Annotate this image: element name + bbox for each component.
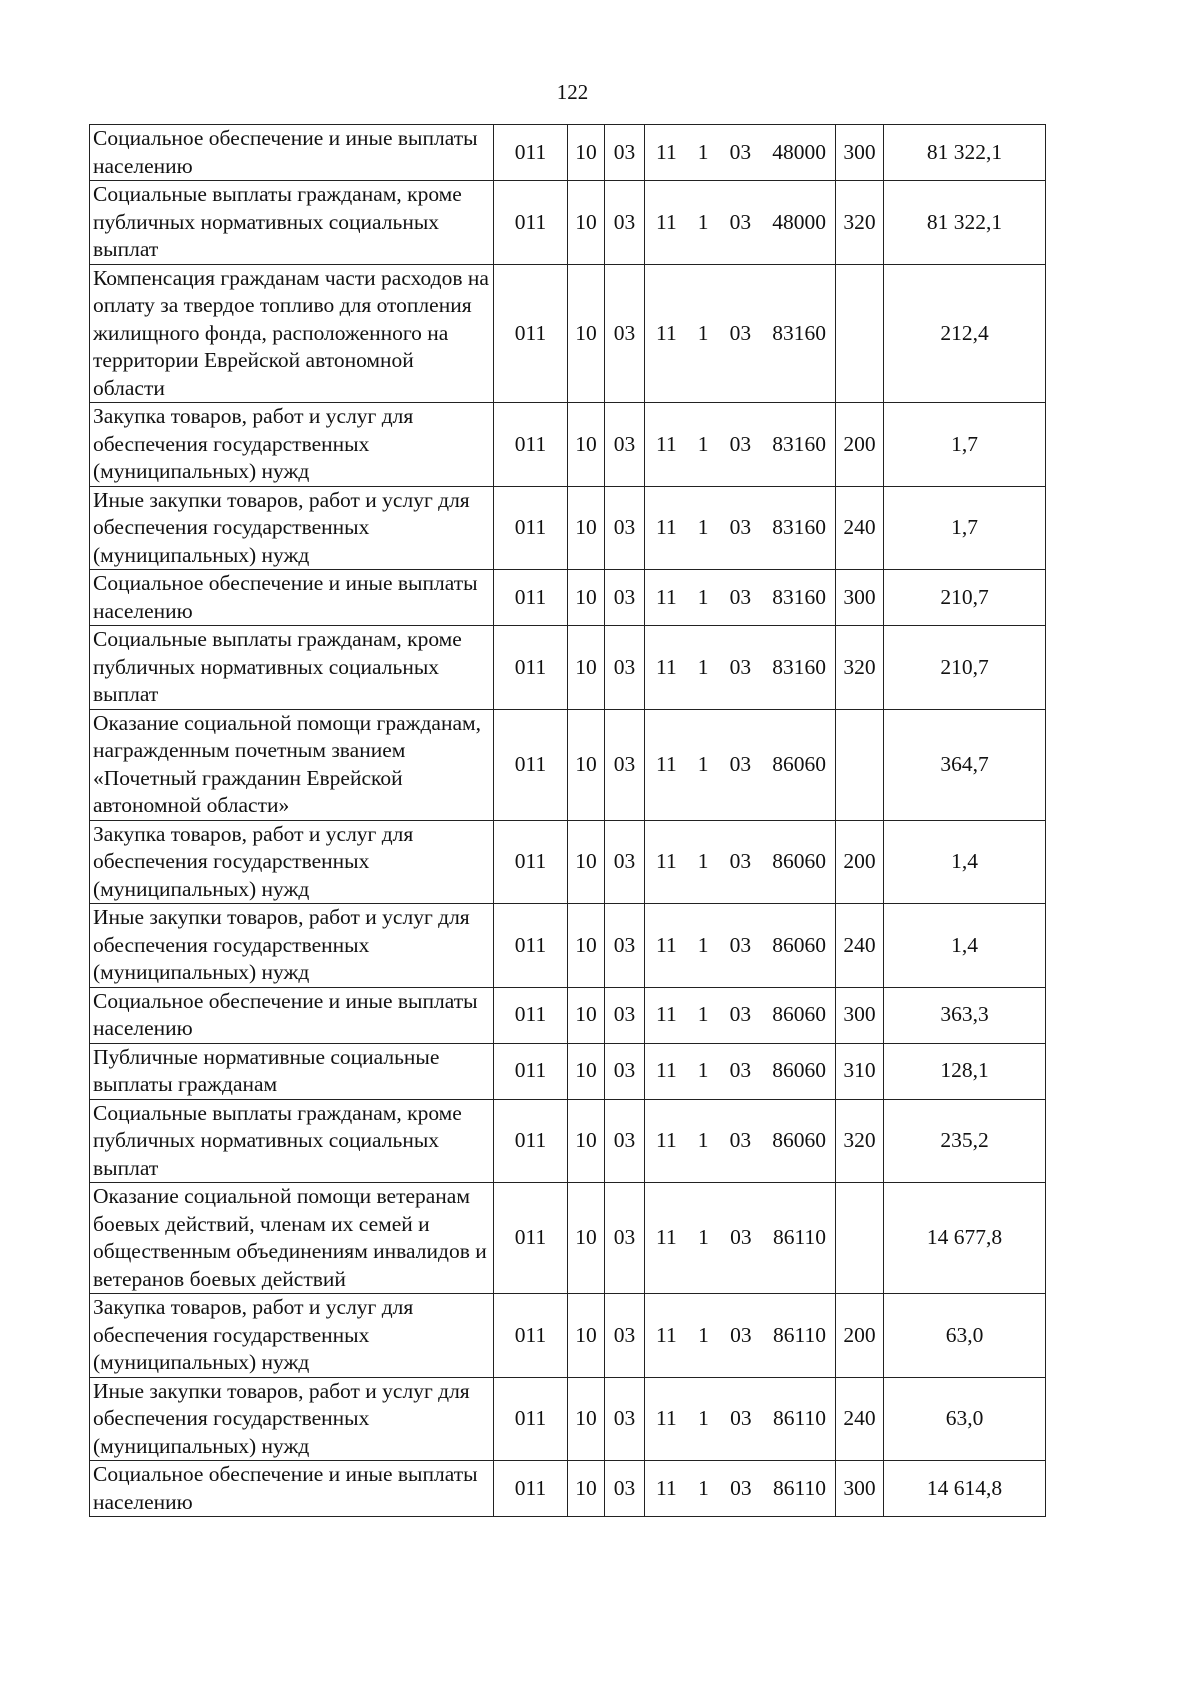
article-subprogram-code: 1 [697, 1128, 709, 1152]
article-program-code: 11 [656, 849, 677, 873]
article-direction-code: 83160 [772, 320, 826, 345]
expense-type-cell [836, 1183, 884, 1294]
row-name-cell: Социальные выплаты гражданам, кроме публичных нормативных социальных выплат [90, 626, 494, 710]
target-article-cell [645, 1294, 836, 1378]
article-direction-code: 86060 [772, 932, 826, 957]
expense-type-cell: 240 [836, 904, 884, 988]
article-direction-code: 86060 [772, 1002, 826, 1027]
gr-code-cell: 011 [494, 264, 568, 403]
target-article-cell [645, 125, 836, 181]
article-subprogram-code: 1 [697, 751, 709, 776]
article-direction-code: 48000 [772, 139, 826, 164]
article-direction-code: 86060 [772, 1128, 826, 1152]
article-program-code: 11 [656, 932, 677, 957]
article-event-code: 03 [729, 751, 752, 776]
gr-code-cell: 011 [494, 486, 568, 570]
amount-cell: 210,7 [884, 626, 1046, 710]
expense-type-cell: 300 [836, 125, 884, 181]
gr-code-cell: 011 [494, 1183, 568, 1294]
subsection-code-cell: 03 [605, 709, 645, 820]
gr-code-cell: 011 [494, 1099, 568, 1183]
section-code-cell: 10 [568, 486, 605, 570]
expense-type-cell: 240 [836, 486, 884, 570]
target-article-cell [645, 1043, 836, 1099]
expense-type-cell: 240 [836, 1377, 884, 1461]
article-event-code: 03 [729, 1058, 752, 1083]
row-name-cell: Социальное обеспечение и иные выплаты населению [90, 125, 494, 181]
subsection-code-cell: 03 [605, 264, 645, 403]
article-event-code: 03 [729, 932, 752, 957]
row-name-cell: Публичные нормативные социальные выплаты гражданам [90, 1043, 494, 1099]
amount-cell: 212,4 [884, 264, 1046, 403]
expense-type-cell: 320 [836, 626, 884, 710]
article-event-code: 03 [729, 209, 752, 234]
section-code-cell: 10 [568, 1183, 605, 1294]
amount-cell: 63,0 [884, 1377, 1046, 1461]
subsection-code-cell: 03 [605, 1294, 645, 1378]
expense-type-cell: 300 [836, 570, 884, 626]
target-article-cell [645, 904, 836, 988]
section-code-cell: 10 [568, 904, 605, 988]
table-row [90, 987, 1046, 1043]
section-code-cell: 10 [568, 1099, 605, 1183]
article-subprogram-code: 1 [698, 1225, 709, 1250]
table-row [90, 181, 1046, 265]
article-event-code: 03 [729, 1128, 752, 1152]
gr-code-cell: 011 [494, 820, 568, 904]
section-code-cell: 10 [568, 1294, 605, 1378]
section-code-cell: 10 [568, 570, 605, 626]
article-program-code: 11 [656, 1322, 677, 1347]
gr-code-cell: 011 [494, 181, 568, 265]
article-program-code: 11 [656, 320, 677, 345]
expense-type-cell: 300 [836, 1461, 884, 1517]
amount-cell: 128,1 [884, 1043, 1046, 1099]
article-program-code: 11 [656, 654, 677, 679]
article-program-code: 11 [656, 1002, 677, 1027]
row-name-cell: Иные закупки товаров, работ и услуг для обеспечения государственных (муниципальных) нужд [90, 1377, 494, 1461]
section-code-cell: 10 [568, 626, 605, 710]
subsection-code-cell: 03 [605, 626, 645, 710]
article-subprogram-code: 1 [697, 320, 709, 345]
amount-cell: 14 677,8 [884, 1183, 1046, 1294]
article-direction-code: 83160 [772, 654, 826, 679]
table-row [90, 709, 1046, 820]
amount-cell: 1,4 [884, 820, 1046, 904]
article-subprogram-code: 1 [698, 1322, 709, 1347]
row-name-cell: Оказание социальной помощи ветеранам боевых действий, членам их семей и общественным объединениям инвалидов и ветеранов боевых действий [90, 1183, 494, 1294]
target-article-cell [645, 626, 836, 710]
expense-type-cell: 310 [836, 1043, 884, 1099]
page-number: 122 [556, 80, 589, 104]
article-direction-code: 83160 [772, 584, 826, 609]
budget-table [89, 124, 1046, 1517]
gr-code-cell: 011 [494, 1294, 568, 1378]
subsection-code-cell: 03 [605, 904, 645, 988]
article-program-code: 11 [656, 1058, 677, 1083]
row-name-cell: Закупка товаров, работ и услуг для обеспечения государственных (муниципальных) нужд [90, 403, 494, 487]
article-event-code: 03 [730, 1475, 752, 1500]
amount-cell: 1,7 [884, 486, 1046, 570]
article-subprogram-code: 1 [697, 515, 709, 539]
article-event-code: 03 [729, 320, 752, 345]
table-row [90, 904, 1046, 988]
section-code-cell: 10 [568, 709, 605, 820]
article-program-code: 11 [656, 751, 677, 776]
table-row [90, 1183, 1046, 1294]
article-subprogram-code: 1 [698, 1475, 709, 1500]
section-code-cell: 10 [568, 125, 605, 181]
table-row [90, 820, 1046, 904]
section-code-cell: 10 [568, 820, 605, 904]
table-row [90, 403, 1046, 487]
row-name-cell: Закупка товаров, работ и услуг для обеспечения государственных (муниципальных) нужд [90, 820, 494, 904]
target-article-cell [645, 1099, 836, 1183]
target-article-cell [645, 987, 836, 1043]
subsection-code-cell: 03 [605, 181, 645, 265]
gr-code-cell: 011 [494, 709, 568, 820]
amount-cell: 1,4 [884, 904, 1046, 988]
row-name-cell: Оказание социальной помощи гражданам, награжденным почетным званием «Почетный гражданин Еврейской автономной области» [90, 709, 494, 820]
target-article-cell [645, 403, 836, 487]
section-code-cell: 10 [568, 1461, 605, 1517]
article-event-code: 03 [730, 1225, 752, 1250]
article-subprogram-code: 1 [697, 1002, 709, 1027]
section-code-cell: 10 [568, 1377, 605, 1461]
article-subprogram-code: 1 [697, 209, 709, 234]
article-direction-code: 86060 [772, 1058, 826, 1083]
section-code-cell: 10 [568, 181, 605, 265]
row-name-cell: Социальные выплаты гражданам, кроме публичных нормативных социальных выплат [90, 1099, 494, 1183]
row-name-cell: Социальное обеспечение и иные выплаты населению [90, 987, 494, 1043]
subsection-code-cell: 03 [605, 1461, 645, 1517]
target-article-cell [645, 264, 836, 403]
target-article-cell [645, 1183, 836, 1294]
expense-type-cell: 200 [836, 820, 884, 904]
target-article-cell [645, 1377, 836, 1461]
target-article-cell [645, 570, 836, 626]
gr-code-cell: 011 [494, 987, 568, 1043]
amount-cell: 363,3 [884, 987, 1046, 1043]
expense-type-cell: 320 [836, 181, 884, 265]
subsection-code-cell: 03 [605, 1043, 645, 1099]
table-body [90, 125, 1046, 1517]
article-event-code: 03 [729, 515, 752, 539]
gr-code-cell: 011 [494, 570, 568, 626]
target-article-cell [645, 486, 836, 570]
article-event-code: 03 [730, 1322, 752, 1347]
article-program-code: 11 [656, 584, 677, 609]
article-subprogram-code: 1 [697, 139, 709, 164]
article-direction-code: 86110 [773, 1475, 826, 1500]
amount-cell: 210,7 [884, 570, 1046, 626]
target-article-cell [645, 181, 836, 265]
section-code-cell: 10 [568, 403, 605, 487]
amount-cell: 364,7 [884, 709, 1046, 820]
article-subprogram-code: 1 [697, 654, 709, 679]
expense-type-cell: 300 [836, 987, 884, 1043]
article-event-code: 03 [729, 654, 752, 679]
section-code-cell: 10 [568, 987, 605, 1043]
row-name-cell: Социальное обеспечение и иные выплаты населению [90, 1461, 494, 1517]
expense-type-cell: 320 [836, 1099, 884, 1183]
amount-cell: 63,0 [884, 1294, 1046, 1378]
gr-code-cell: 011 [494, 904, 568, 988]
expense-type-cell: 200 [836, 403, 884, 487]
gr-code-cell: 011 [494, 1461, 568, 1517]
subsection-code-cell: 03 [605, 403, 645, 487]
section-code-cell: 10 [568, 264, 605, 403]
subsection-code-cell: 03 [605, 820, 645, 904]
article-program-code: 11 [656, 1406, 677, 1430]
table-row [90, 1461, 1046, 1517]
amount-cell: 235,2 [884, 1099, 1046, 1183]
article-direction-code: 83160 [772, 431, 826, 456]
amount-cell: 1,7 [884, 403, 1046, 487]
article-subprogram-code: 1 [697, 431, 709, 456]
table-row [90, 626, 1046, 710]
table-row [90, 264, 1046, 403]
article-program-code: 11 [656, 209, 677, 234]
article-program-code: 11 [656, 1128, 677, 1152]
amount-cell: 81 322,1 [884, 181, 1046, 265]
article-program-code: 11 [656, 1475, 677, 1500]
gr-code-cell: 011 [494, 1377, 568, 1461]
row-name-cell: Социальное обеспечение и иные выплаты населению [90, 570, 494, 626]
gr-code-cell: 011 [494, 626, 568, 710]
article-event-code: 03 [729, 431, 752, 456]
article-subprogram-code: 1 [698, 1406, 709, 1430]
subsection-code-cell: 03 [605, 1099, 645, 1183]
row-name-cell: Иные закупки товаров, работ и услуг для обеспечения государственных (муниципальных) нужд [90, 904, 494, 988]
article-subprogram-code: 1 [697, 1058, 709, 1083]
table-row [90, 1099, 1046, 1183]
table-row [90, 570, 1046, 626]
article-program-code: 11 [656, 515, 677, 539]
row-name-cell: Иные закупки товаров, работ и услуг для обеспечения государственных (муниципальных) нужд [90, 486, 494, 570]
expense-type-cell [836, 264, 884, 403]
target-article-cell [645, 820, 836, 904]
subsection-code-cell: 03 [605, 570, 645, 626]
article-program-code: 11 [656, 1225, 677, 1250]
gr-code-cell: 011 [494, 403, 568, 487]
article-direction-code: 86060 [772, 849, 826, 873]
article-event-code: 03 [729, 139, 752, 164]
article-direction-code: 86110 [773, 1225, 826, 1250]
table-row [90, 1377, 1046, 1461]
article-program-code: 11 [656, 139, 677, 164]
subsection-code-cell: 03 [605, 125, 645, 181]
table-row [90, 486, 1046, 570]
article-event-code: 03 [729, 1002, 752, 1027]
gr-code-cell: 011 [494, 125, 568, 181]
article-direction-code: 86110 [773, 1322, 826, 1347]
target-article-cell [645, 1461, 836, 1517]
table-row [90, 1294, 1046, 1378]
article-direction-code: 86060 [772, 751, 826, 776]
article-event-code: 03 [730, 1406, 752, 1430]
table-row [90, 125, 1046, 181]
article-subprogram-code: 1 [697, 932, 709, 957]
amount-cell: 14 614,8 [884, 1461, 1046, 1517]
article-subprogram-code: 1 [697, 584, 709, 609]
subsection-code-cell: 03 [605, 486, 645, 570]
row-name-cell: Закупка товаров, работ и услуг для обеспечения государственных (муниципальных) нужд [90, 1294, 494, 1378]
row-name-cell: Компенсация гражданам части расходов на оплату за твердое топливо для отопления жилищного фонда, расположенного на территории Еврейской автономной области [90, 264, 494, 403]
expense-type-cell [836, 709, 884, 820]
amount-cell: 81 322,1 [884, 125, 1046, 181]
article-event-code: 03 [729, 849, 752, 873]
article-direction-code: 48000 [772, 209, 826, 234]
subsection-code-cell: 03 [605, 987, 645, 1043]
gr-code-cell: 011 [494, 1043, 568, 1099]
expense-type-cell: 200 [836, 1294, 884, 1378]
subsection-code-cell: 03 [605, 1377, 645, 1461]
article-direction-code: 83160 [772, 515, 826, 539]
article-program-code: 11 [656, 431, 677, 456]
row-name-cell: Социальные выплаты гражданам, кроме публичных нормативных социальных выплат [90, 181, 494, 265]
article-direction-code: 86110 [773, 1406, 826, 1430]
table-row [90, 1043, 1046, 1099]
article-subprogram-code: 1 [697, 849, 709, 873]
article-event-code: 03 [729, 584, 752, 609]
section-code-cell: 10 [568, 1043, 605, 1099]
subsection-code-cell: 03 [605, 1183, 645, 1294]
target-article-cell [645, 709, 836, 820]
